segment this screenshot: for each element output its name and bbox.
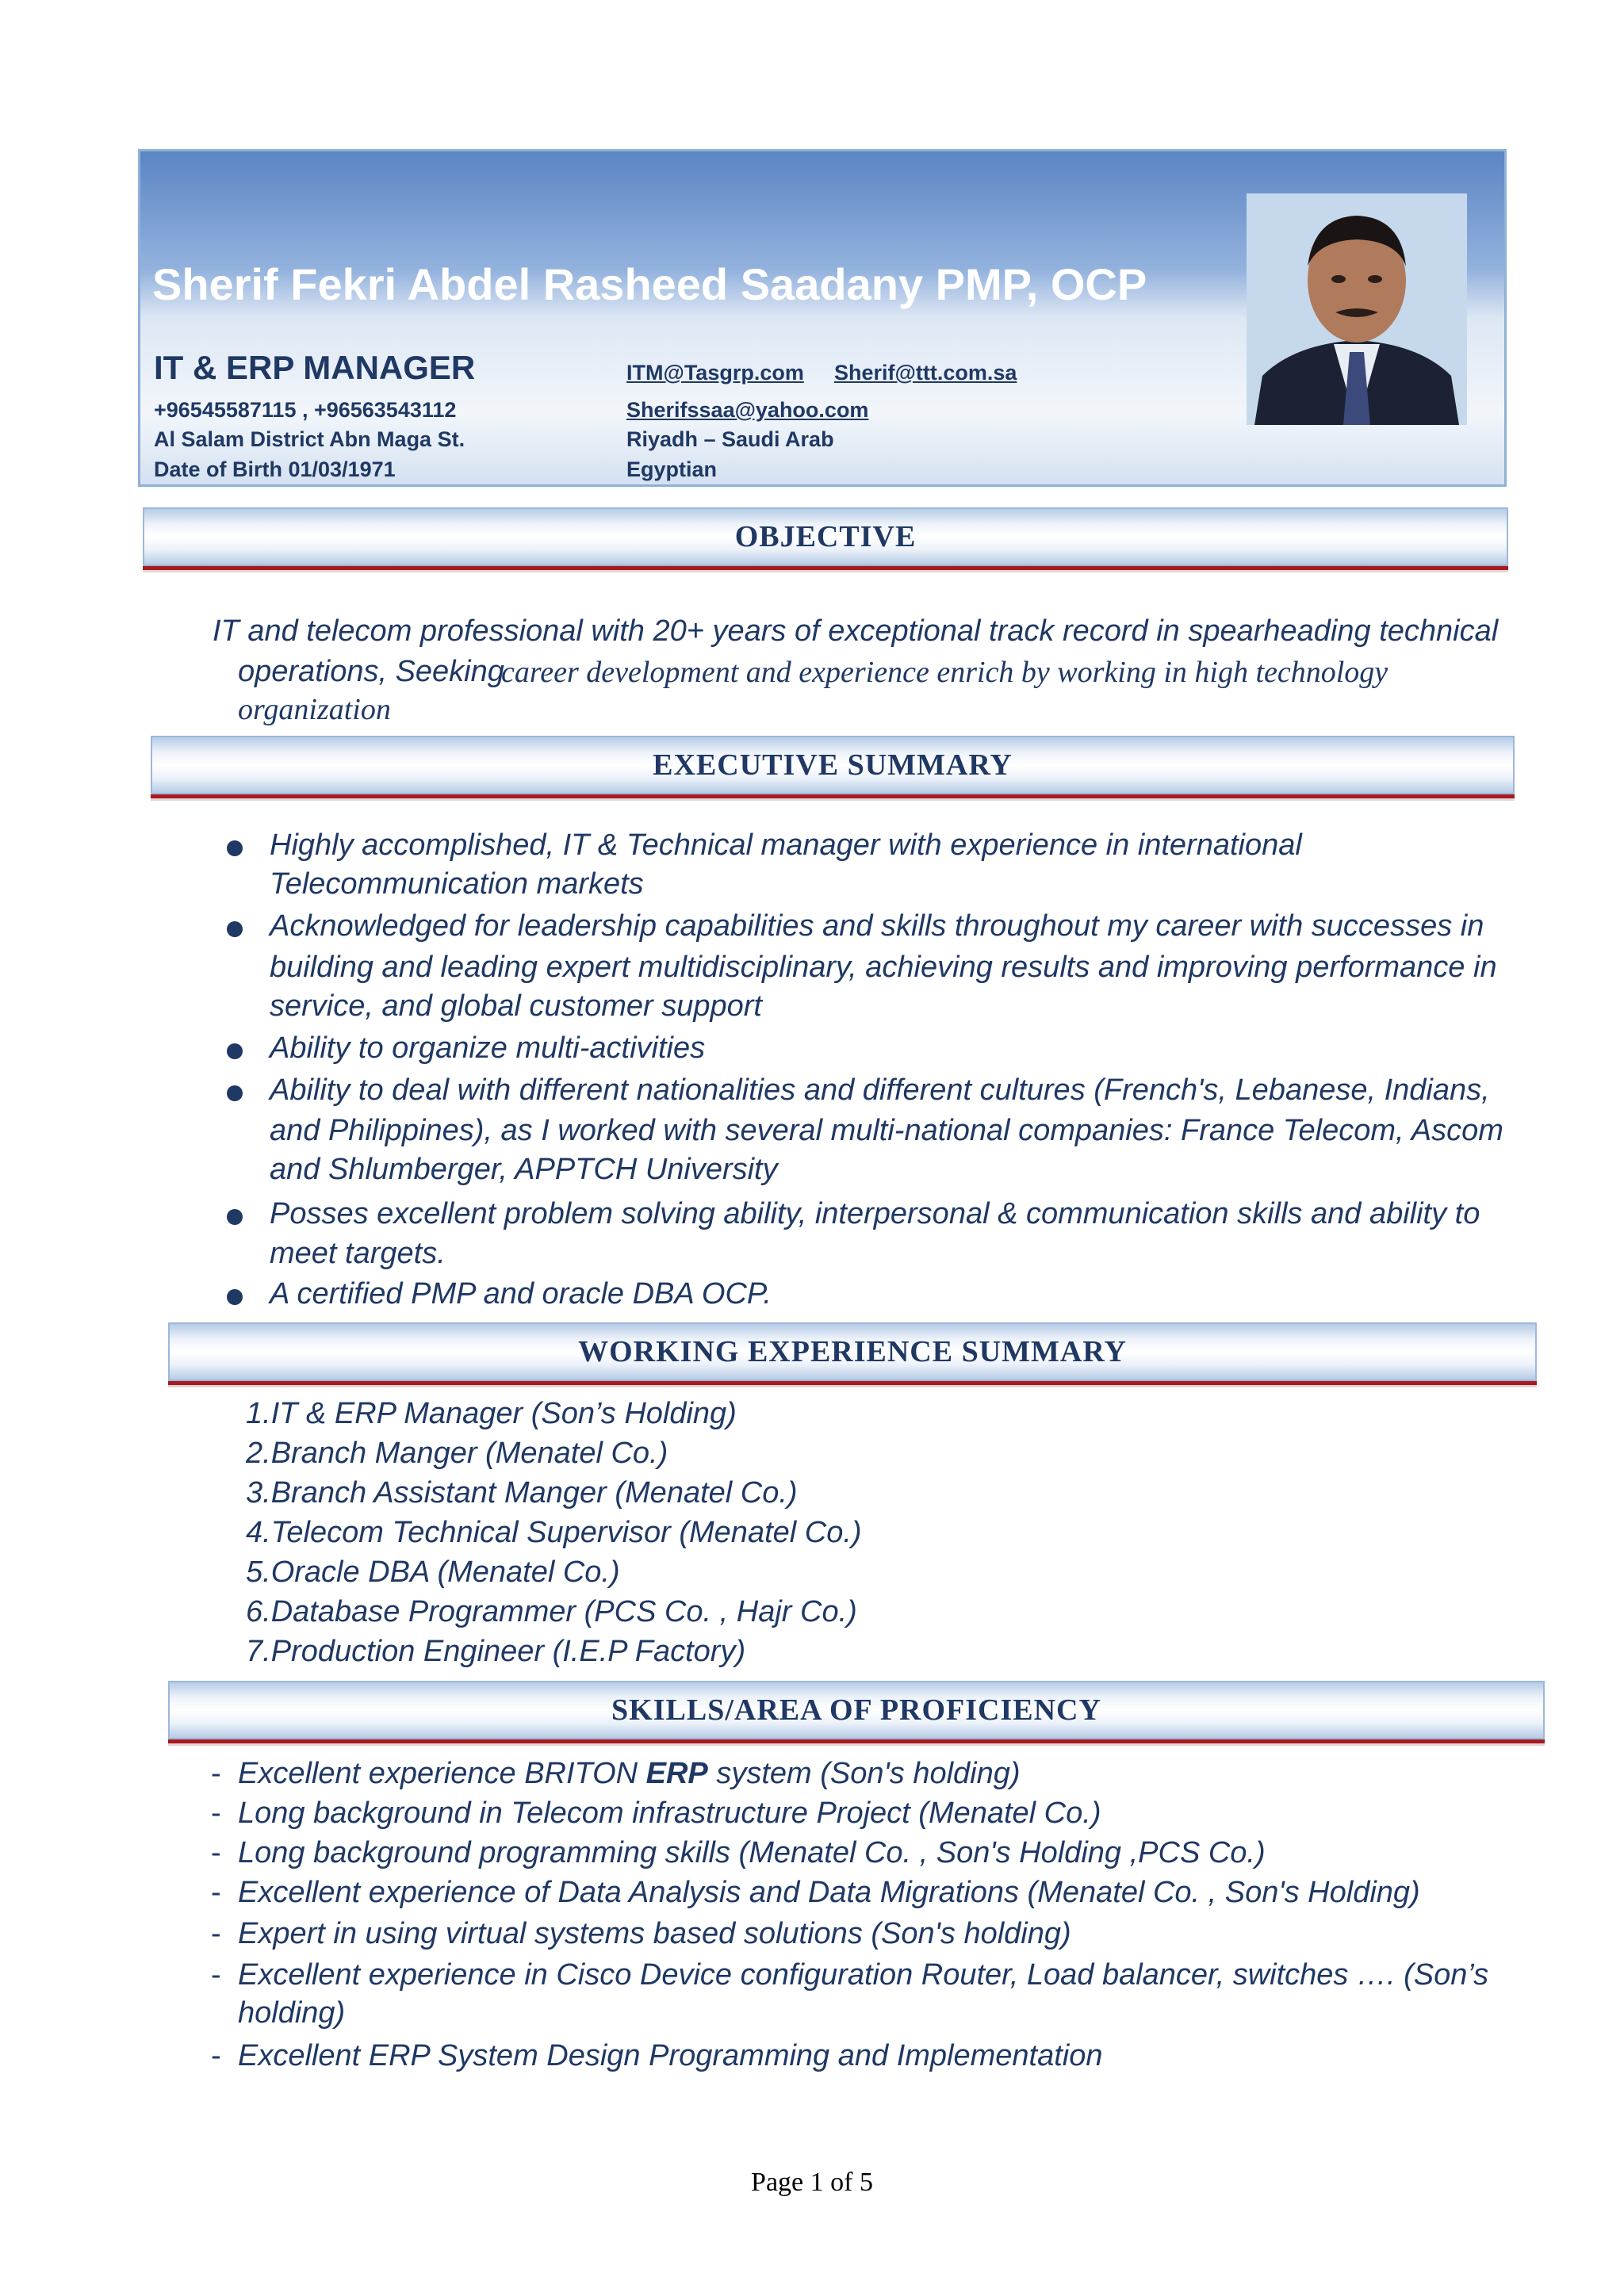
- summary-2-line-2: building and leading expert multidisciplinary, achieving results and improving performance in: [270, 951, 1497, 984]
- bullet-icon: [227, 1043, 243, 1059]
- dash-marker: -: [211, 1836, 221, 1869]
- summary-3-line-1: Ability to organize multi-activities: [270, 1031, 706, 1065]
- email-link-1[interactable]: ITM@Tasgrp.com: [626, 361, 804, 385]
- summary-5-line-1: Posses excellent problem solving ability, interpersonal & communication skills and ability to: [270, 1197, 1480, 1230]
- objective-line-1: IT and telecom professional with 20+ years of exceptional track record in spearheading technical: [213, 614, 1499, 648]
- dash-marker: -: [211, 1876, 221, 1909]
- city: Riyadh – Saudi Arab: [626, 427, 834, 451]
- person-icon: [1247, 193, 1467, 425]
- experience-item-3: 3.Branch Assistant Manger (Menatel Co.): [246, 1476, 798, 1510]
- summary-6-line-1: A certified PMP and oracle DBA OCP.: [270, 1277, 772, 1311]
- bullet-icon: [227, 1209, 243, 1225]
- summary-4-line-2: and Philippines), as I worked with several multi-national companies: France Telecom, Ascom: [270, 1114, 1503, 1147]
- nationality: Egyptian: [626, 457, 718, 481]
- dash-marker: -: [211, 1917, 221, 1950]
- skill-1-bold: ERP: [645, 1757, 708, 1790]
- experience-item-5: 5.Oracle DBA (Menatel Co.): [246, 1556, 620, 1589]
- objective-line-2b: career development and experience enrich by working in high technology: [501, 656, 1388, 689]
- skill-3: Long background programming skills (Menatel Co. , Son's Holding ,PCS Co.): [238, 1836, 1266, 1869]
- skill-4: Excellent experience of Data Analysis and Data Migrations (Menatel Co. , Son's Holding): [238, 1876, 1420, 1909]
- objective-heading: OBJECTIVE: [143, 507, 1508, 566]
- bullet-icon: [227, 1289, 243, 1305]
- experience-item-4: 4.Telecom Technical Supervisor (Menatel Co.): [246, 1516, 862, 1549]
- bullet-icon: [227, 921, 243, 937]
- experience-item-2: 2.Branch Manger (Menatel Co.): [246, 1437, 668, 1470]
- skills-heading: SKILLS/AREA OF PROFICIENCY: [168, 1681, 1545, 1739]
- summary-1-line-2: Telecommunication markets: [270, 867, 644, 901]
- candidate-name: Sherif Fekri Abdel Rasheed Saadany PMP, OCP: [152, 259, 1147, 309]
- experience-item-7: 7.Production Engineer (I.E.P Factory): [246, 1635, 746, 1668]
- summary-1-line-1: Highly accomplished, IT & Technical manager with experience in international: [270, 828, 1302, 862]
- skill-1-pre: Excellent experience BRITON: [238, 1757, 646, 1790]
- page-number: Page 1 of 5: [751, 2168, 873, 2197]
- executive-summary-heading: EXECUTIVE SUMMARY: [151, 736, 1515, 794]
- dash-marker: -: [211, 1797, 221, 1830]
- objective-line-2a: operations, Seeking: [238, 655, 504, 688]
- skill-6-line-1: Excellent experience in Cisco Device configuration Router, Load balancer, switches …. (Son’s: [238, 1958, 1489, 1992]
- objective-line-3: organization: [238, 693, 391, 726]
- experience-item-6: 6.Database Programmer (PCS Co. , Hajr Co.): [246, 1595, 857, 1628]
- bullet-icon: [227, 1085, 243, 1101]
- summary-5-line-2: meet targets.: [270, 1237, 446, 1270]
- experience-item-1: 1.IT & ERP Manager (Son’s Holding): [246, 1397, 737, 1430]
- skill-1-post: system (Son's holding): [707, 1757, 1021, 1790]
- summary-2-line-3: service, and global customer support: [270, 989, 762, 1023]
- skill-5: Expert in using virtual systems based solutions (Son's holding): [238, 1917, 1071, 1950]
- bullet-icon: [227, 840, 243, 856]
- email-link-3[interactable]: Sherifssaa@yahoo.com: [626, 398, 869, 422]
- date-of-birth: Date of Birth 01/03/1971: [154, 457, 396, 481]
- skill-6-line-2: holding): [238, 1996, 346, 2030]
- summary-4-line-1: Ability to deal with different nationalities and different cultures (French's, Lebanese, Indians,: [270, 1073, 1490, 1107]
- skill-2: Long background in Telecom infrastructure Project (Menatel Co.): [238, 1797, 1101, 1830]
- phone-numbers: +96545587115 , +96563543112: [154, 398, 457, 422]
- experience-heading: WORKING EXPERIENCE SUMMARY: [168, 1322, 1537, 1381]
- dash-marker: -: [211, 2039, 221, 2072]
- summary-2-line-1: Acknowledged for leadership capabilities and skills throughout my career with successes in: [270, 909, 1484, 943]
- profile-photo: [1247, 193, 1467, 425]
- skill-7: Excellent ERP System Design Programming and Implementation: [238, 2039, 1103, 2072]
- dash-marker: -: [211, 1958, 221, 1992]
- dash-marker: -: [211, 1757, 221, 1790]
- skill-1: [238, 1757, 1021, 1791]
- summary-4-line-3: and Shlumberger, APPTCH University: [270, 1153, 778, 1186]
- address: Al Salam District Abn Maga St.: [154, 427, 465, 451]
- job-title: IT & ERP MANAGER: [154, 349, 476, 386]
- email-link-2[interactable]: Sherif@ttt.com.sa: [834, 361, 1017, 385]
